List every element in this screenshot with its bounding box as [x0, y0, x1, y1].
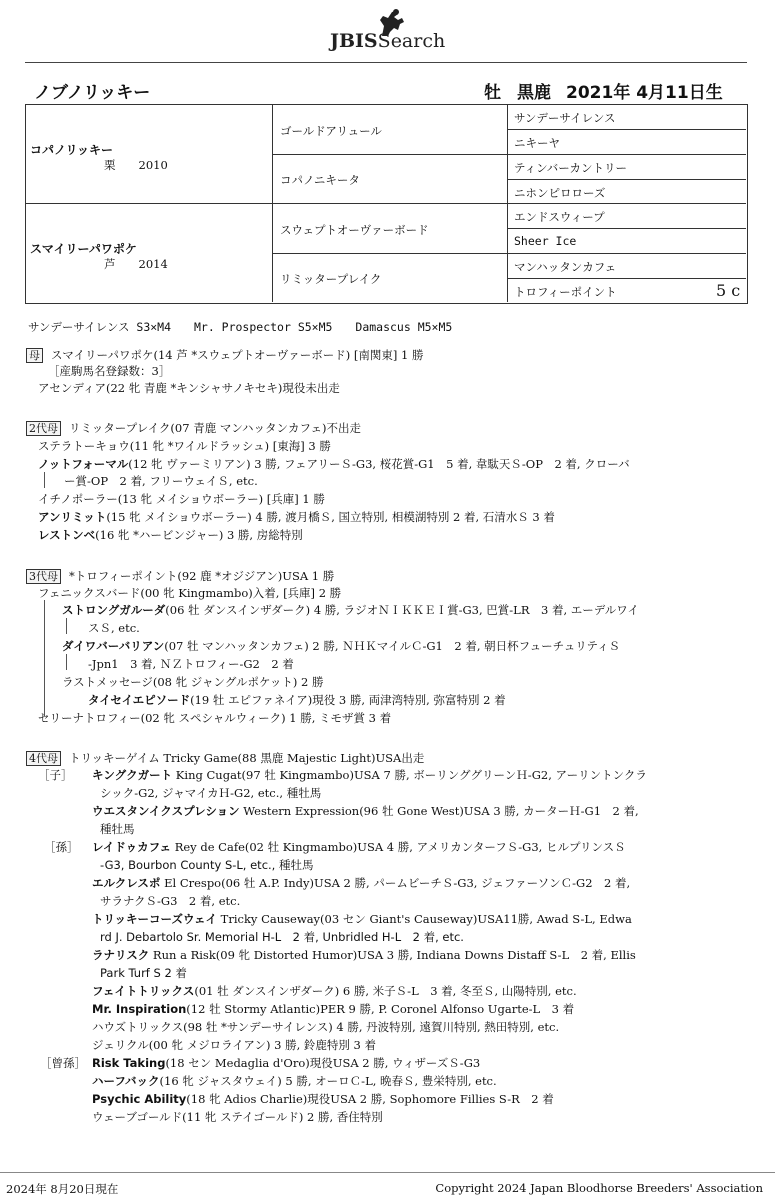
dam1-label: 母	[26, 348, 43, 363]
inbreeding-item: Damascus M5×M5	[355, 320, 453, 334]
inbreeding-item: サンデーサイレンス S3×M4	[28, 320, 172, 334]
dam4-great-grandchild: ウェーブゴールド(11 牝 ステイゴールド) 2 勝, 香住特別	[92, 1110, 383, 1124]
horse-birthdate: 2021年 4月11日生	[566, 83, 723, 103]
dam2-line: ノットフォーマル(12 牝 ヴァーミリアン) 3 勝, フェアリーＳ-G3, 桜花賞-G1 5 着, 韋駄天Ｓ-OP 2 着, クローバ	[38, 457, 630, 471]
pedigree-sire-info: 栗 2010	[104, 158, 168, 172]
pedigree-g3-3: ティンバーカントリー	[514, 161, 628, 175]
dam4-grandchild-cont: サラナクＳ-G3 2 着, etc.	[100, 894, 241, 908]
inbreeding-line	[28, 319, 468, 335]
dam1-registered: ［産駒馬名登録数：3］	[48, 364, 171, 378]
pedigree-g3-8: トロフィーポイント	[514, 285, 617, 299]
dam3-label: 3代母	[26, 569, 61, 584]
dam4-grandchild-cont: Park Turf S 2 着	[100, 966, 187, 980]
tag-great-grandchild: ［曾孫］	[40, 1056, 86, 1070]
dam4-head: 4代母 トリッキーゲイム Tricky Game(88 黒鹿 Majestic Light)USA出走	[26, 751, 424, 766]
dam4-great-grandchild: Psychic Ability(18 牝 Adios Charlie)現役USA 2 勝, Sophomore Fillies S-R 2 着	[92, 1092, 554, 1106]
dam3-line: ダイワバーバリアン(07 牡 マンハッタンカフェ) 2 勝, ＮＨＫマイルＣ-G1 2 着, 朝日杯フューチュリティＳ	[62, 639, 621, 653]
dam4-grandchild: レイドゥカフェ Rey de Cafe(02 牡 Kingmambo)USA 4 勝, アメリカンターフＳ-G3, ヒルプリンスＳ	[92, 840, 626, 854]
inbreeding-item: Mr. Prospector S5×M5	[193, 320, 333, 334]
footer-date: 2024年 8月20日現在	[6, 1182, 119, 1196]
pedigree-g2-3: スウェプトオーヴァーボード	[280, 223, 429, 237]
dam4-child: ウエスタンイクスプレション Western Expression(96 牡 Gone West)USA 3 勝, カーターＨ-G1 2 着,	[92, 804, 639, 818]
horse-color: 黒鹿	[517, 83, 551, 103]
pedigree-g3-1: サンデーサイレンス	[514, 111, 616, 125]
pedigree-g3-7: マンハッタンカフェ	[514, 260, 617, 274]
dam2-line: アンリミット(15 牝 メイショウボーラー) 4 勝, 渡月橋Ｓ, 国立特別, 相模湖特別 2 着, 石清水Ｓ 3 着	[38, 510, 555, 524]
dam4-label: 4代母	[26, 751, 61, 766]
dam2-label: 2代母	[26, 421, 61, 436]
dam4-grandchild: ジェリクル(00 牝 メジロライアン) 3 勝, 鈴鹿特別 3 着	[92, 1038, 377, 1052]
jbis-logo	[330, 8, 460, 54]
dam2-line: ステラトーキョウ(11 牝 *ワイルドラッシュ) [東海] 3 勝	[38, 439, 331, 453]
pedigree-g3-2: ニキーヤ	[514, 136, 560, 150]
dam1-head: 母 スマイリーパワポケ(14 芦 *スウェプトオーヴァーボード) [南関東] 1 勝	[26, 348, 423, 363]
pedigree-g3-4: ニホンピロローズ	[514, 186, 606, 200]
dam1-child: アセンディア(22 牝 青鹿 *キンシャサノキセキ)現役未出走	[38, 381, 340, 395]
dam4-grandchild: エルクレスポ El Crespo(06 牡 A.P. Indy)USA 2 勝, パームビーチＳ-G3, ジェファーソンＣ-G2 2 着,	[92, 876, 631, 890]
dam2-line: レストンベ(16 牝 *ハービンジャー) 3 勝, 房総特別	[38, 528, 303, 542]
dam2-line: ー賞-OP 2 着, フリーウェイＳ, etc.	[64, 474, 258, 488]
dam3-line: タイセイエピソード(19 牡 エピファネイア)現役 3 勝, 両津湾特別, 弥富特別 2 着	[88, 693, 506, 707]
logo-text: JBISSearch	[330, 30, 446, 52]
dam4-grandchild: フェイトトリックス(01 牡 ダンスインザダーク) 6 勝, 米子Ｓ-L 3 着, 冬至Ｓ, 山陽特別, etc.	[92, 984, 577, 998]
dam3-head: 3代母 *トロフィーポイント(92 鹿 *オジジアン)USA 1 勝	[26, 569, 334, 584]
dam3-line: セリーナトロフィー(02 牝 スペシャルウィーク) 1 勝, ミモザ賞 3 着	[38, 711, 392, 725]
pedigree-sire: コパノリッキー	[30, 143, 114, 157]
dam3-line: ストロングガルーダ(06 牡 ダンスインザダーク) 4 勝, ラジオＮＩＫＫＥＩ賞-G3, 巴賞-LR 3 着, エーデルワイ	[62, 603, 639, 617]
dam3-line: スＳ, etc.	[88, 621, 140, 635]
tag-grandchild: ［孫］	[44, 840, 79, 854]
dam2-head: 2代母 リミッタープレイク(07 青鹿 マンハッタンカフェ)不出走	[26, 421, 361, 436]
pedigree-dam-info: 芦 2014	[104, 257, 168, 271]
dam4-grandchild-cont: rd J. Debartolo Sr. Memorial H-L 2 着, Unbridled H-L 2 着, etc.	[100, 930, 464, 944]
tag-child: ［子］	[38, 768, 73, 782]
dam4-child-cont: 種牡馬	[100, 822, 135, 836]
dam4-grandchild-cont: -G3, Bourbon County S-L, etc., 種牡馬	[100, 858, 314, 872]
pedigree-g3-5: エンドスウィープ	[514, 210, 605, 224]
horse-sex: 牡	[484, 83, 501, 103]
dam4-great-grandchild: Risk Taking(18 セン Medaglia d'Oro)現役USA 2 勝, ウィザーズＳ-G3	[92, 1056, 481, 1070]
pedigree-g2-4: リミッタープレイク	[280, 272, 382, 286]
dam4-grandchild: ラナリスク Run a Risk(09 牝 Distorted Humor)USA 3 勝, Indiana Downs Distaff S-L 2 着, Ellis	[92, 948, 636, 962]
dam4-grandchild: トリッキーコーズウェイ Tricky Causeway(03 セン Giant's Causeway)USA11勝, Awad S-L, Edwa	[92, 912, 632, 926]
pedigree-g2-1: ゴールドアリュール	[280, 124, 382, 138]
pedigree-dam: スマイリーパワポケ	[30, 242, 137, 256]
footer-divider	[0, 1172, 775, 1173]
footer-copyright: Copyright 2024 Japan Bloodhorse Breeders' Association	[435, 1181, 763, 1195]
pedigree-g3-6: Sheer Ice	[514, 234, 577, 248]
header-divider	[25, 62, 747, 63]
dam4-child-cont: シック-G2, ジャマイカＨ-G2, etc., 種牡馬	[100, 786, 322, 800]
dam2-line: イチノポーラー(13 牝 メイショウボーラー) [兵庫] 1 勝	[38, 492, 325, 506]
dam4-grandchild: Mr. Inspiration(12 牡 Stormy Atlantic)PER 9 勝, P. Coronel Alfonso Ugarte-L 3 着	[92, 1002, 575, 1016]
pedigree-g2-2: コパノニキータ	[280, 173, 360, 187]
dam4-great-grandchild: ハーフバック(16 牝 ジャスタウェイ) 5 勝, オーロＣ-L, 晩春Ｓ, 豊栄特別, etc.	[92, 1074, 497, 1088]
pedigree-table	[25, 104, 748, 304]
dam4-grandchild: ハウズトリックス(98 牡 *サンデーサイレンス) 4 勝, 丹波特別, 遠賀川特別, 熱田特別, etc.	[92, 1020, 560, 1034]
dam3-line: フェニックスバード(00 牝 Kingmambo)入着, [兵庫] 2 勝	[38, 586, 342, 600]
dam3-line: ラストメッセージ(08 牝 ジャングルポケット) 2 勝	[62, 675, 324, 689]
dam3-line: -Jpn1 3 着, ＮＺトロフィー-G2 2 着	[88, 657, 294, 671]
horse-name: ノブノリッキー	[34, 83, 151, 103]
dam4-child: キングクガート King Cugat(97 牡 Kingmambo)USA 7 勝, ボーリンググリーンＨ-G2, アーリントンクラ	[92, 768, 647, 782]
family-number: 5 c	[716, 281, 741, 300]
